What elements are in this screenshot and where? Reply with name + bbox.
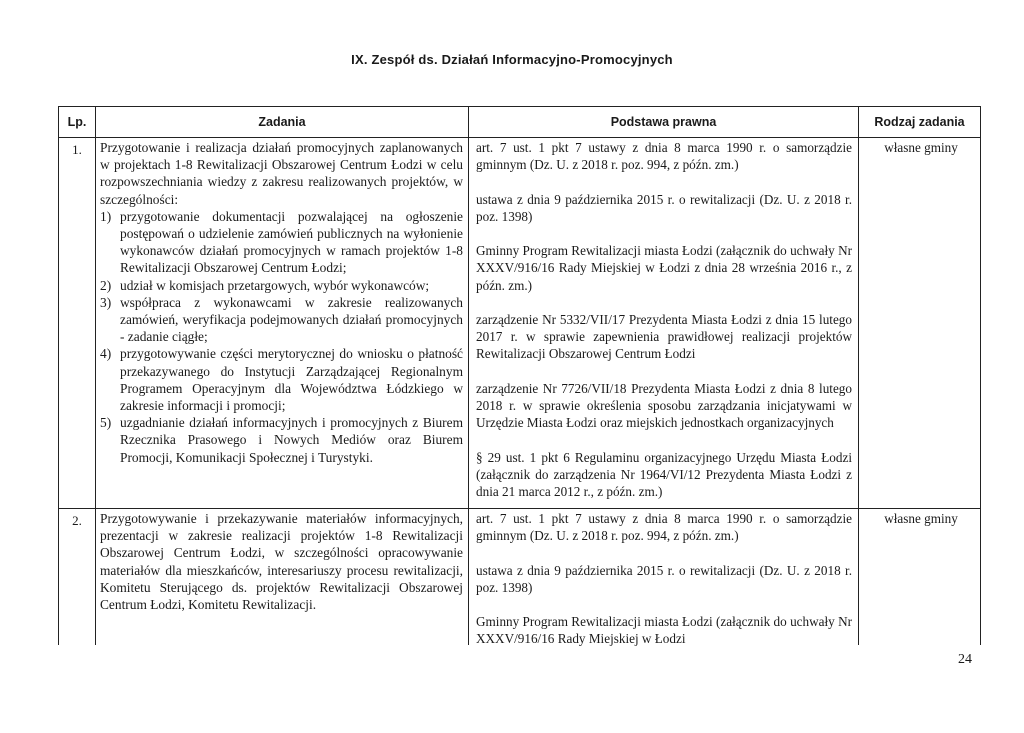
- header-lp: Lp.: [67, 115, 87, 129]
- legal-basis-cell: [476, 139, 852, 500]
- task-item: 2) udział w komisjach przetargowych, wybór wykonawców;: [100, 277, 430, 293]
- header-task-type: Rodzaj zadania: [874, 115, 965, 129]
- legal-basis-entry: zarządzenie Nr 5332/VII/17 Prezydenta Miasta Łodzi z dnia 15 lutego 2017 r. w sprawie zapewnienia prawidłowej realizacji projektów Rewitalizacji Obszarowej Centrum Łodzi: [476, 311, 852, 362]
- task-type-cell: własne gminy: [884, 511, 958, 526]
- task-intro: Przygotowywanie i przekazywanie materiałów informacyjnych, prezentacji w zakresie realizacji projektów 1-8 Rewitalizacji Obszarowej Centrum Łodzi, w szczególności opracowywanie materiałów dla mieszkańców, interesariuszy procesu rewitalizacji, Komitetu Sterującego ds. projektów Rewitalizacji Obszarowej Centrum Łodzi, Komitetu Rewitalizacji.: [100, 511, 463, 613]
- task-table: [58, 106, 981, 645]
- legal-basis-entry: art. 7 ust. 1 pkt 7 ustawy z dnia 8 marca 1990 r. o samorządzie gminnym (Dz. U. z 2018 r. poz. 994, z późn. zm.): [476, 511, 852, 544]
- header-legal-basis: Podstawa prawna: [610, 115, 717, 129]
- task-item: 5) uzgadnianie działań informacyjnych i promocyjnych z Biurem Rzecznika Prasowego i Nowych Mediów oraz Biurem Promocji, Komunikacji Społecznej i Turystyki.: [100, 415, 463, 465]
- task-intro: Przygotowanie i realizacja działań promocyjnych zaplanowanych w projektach 1-8 Rewitalizacji Obszarowej Centrum Łodzi w celu rozpowszechniania wiedzy z zakresu realizowanych projektów, w szczególności:: [100, 140, 463, 207]
- legal-basis-entry: zarządzenie Nr 7726/VII/18 Prezydenta Miasta Łodzi z dnia 8 lutego 2018 r. w sprawie określenia sposobu zarządzania inicjatywami w Urzędzie Miasta Łodzi oraz miejskich jednostkach organizacyjnych: [476, 380, 852, 431]
- header-tasks: Zadania: [258, 115, 306, 129]
- row-divider: [59, 508, 980, 509]
- legal-basis-entry: § 29 ust. 1 pkt 6 Regulaminu organizacyjnego Urzędu Miasta Łodzi (załącznik do zarządzenia Nr 1964/VI/12 Prezydenta Miasta Łodzi z dnia 21 marca 2012 r., z późn. zm.): [476, 449, 852, 499]
- task-item: 4) przygotowywanie części merytorycznej do wniosku o płatność przekazywanego do Instytucji Zarządzającej Regionalnym Programem Operacyjnym dla Województwa Łódzkiego w zakresie informacji i promocji;: [100, 346, 463, 414]
- row-number: 2.: [72, 513, 82, 528]
- legal-basis-entry: ustawa z dnia 9 października 2015 r. o rewitalizacji (Dz. U. z 2018 r. poz. 1398): [476, 191, 852, 224]
- legal-basis-entry: art. 7 ust. 1 pkt 7 ustawy z dnia 8 marca 1990 r. o samorządzie gminnym (Dz. U. z 2018 r. poz. 994, z późn. zm.): [476, 140, 852, 173]
- page-number: 24: [958, 652, 972, 667]
- header-divider: [59, 137, 980, 138]
- row-number: 1.: [72, 142, 82, 157]
- legal-basis-entry: Gminny Program Rewitalizacji miasta Łodzi (załącznik do uchwały Nr XXXV/916/16 Rady Miejskiej w Łodzi: [476, 614, 852, 647]
- column-divider: [95, 107, 96, 645]
- document-title: IX. Zespół ds. Działań Informacyjno-Promocyjnych: [351, 52, 673, 67]
- column-divider: [858, 107, 859, 645]
- column-divider: [468, 107, 469, 645]
- legal-basis-entry: Gminny Program Rewitalizacji miasta Łodzi (załącznik do uchwały Nr XXXV/916/16 Rady Miejskiej w Łodzi z dnia 28 września 2016 r., z późn. zm.): [476, 243, 852, 293]
- task-item: 3) współpraca z wykonawcami w zakresie realizowanych zamówień, weryfikacja podejmowanych działań promocyjnych - zadanie ciągłe;: [100, 294, 463, 345]
- legal-basis-cell: [476, 510, 852, 648]
- task-items: [100, 208, 463, 466]
- task-type-cell: własne gminy: [884, 140, 958, 155]
- task-item: 1) przygotowanie dokumentacji pozwalającej na ogłoszenie postępowań o udzielenie zamówień publicznych na wyłonienie wykonawców działań promocyjnych w ramach projektów 1-8 Rewitalizacji Obszarowej Centrum Łodzi;: [100, 208, 463, 276]
- legal-basis-entry: ustawa z dnia 9 października 2015 r. o rewitalizacji (Dz. U. z 2018 r. poz. 1398): [476, 562, 852, 595]
- task-cell: [100, 510, 463, 613]
- task-cell: [100, 139, 463, 466]
